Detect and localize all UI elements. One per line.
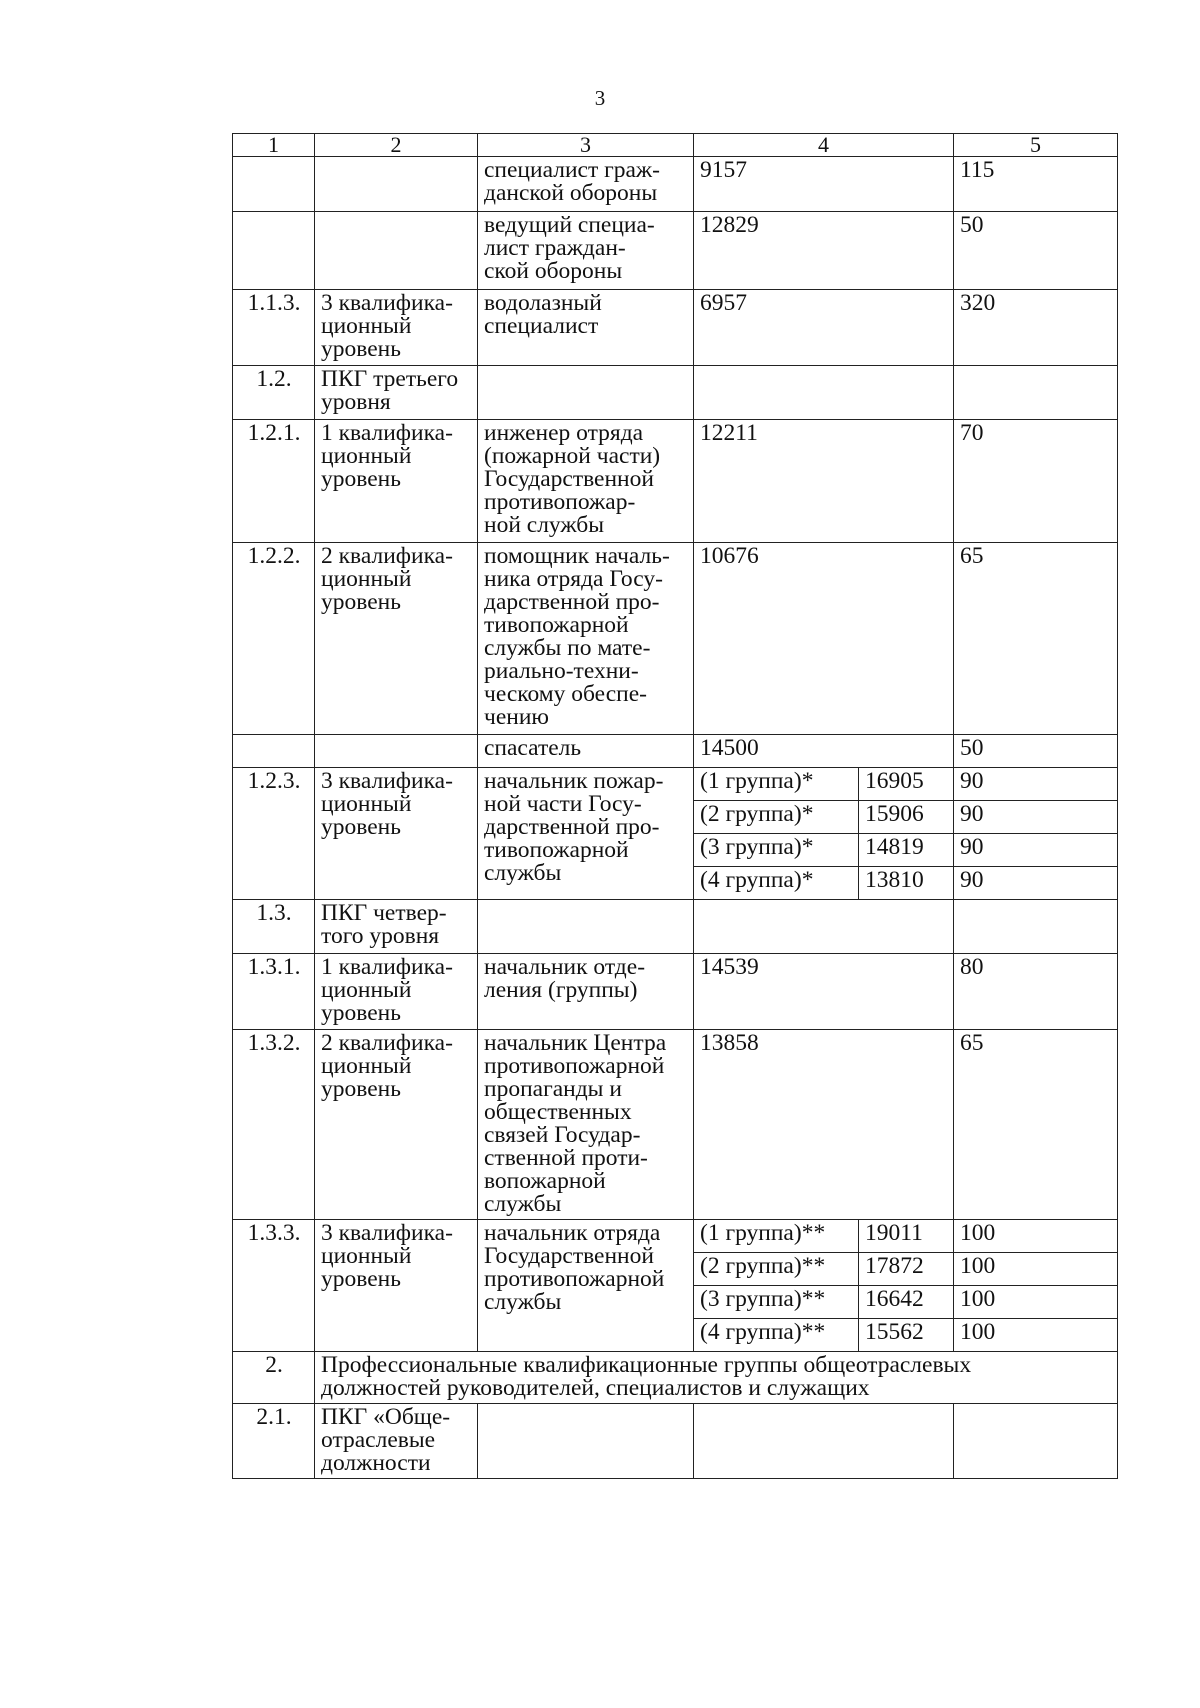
position-name: [478, 1404, 694, 1479]
qualification-group: ПКГ третьего уровня: [315, 366, 478, 420]
subgroup-label: (2 группа)**: [694, 1253, 859, 1286]
salary-value: 16905: [859, 768, 954, 801]
subgroup-label: (4 группа)*: [694, 867, 859, 900]
salary-value: [694, 366, 954, 420]
qualification-group: 1 квалифика- ционный уровень: [315, 420, 478, 543]
row-number: [233, 212, 315, 290]
table-row: [233, 1404, 1118, 1479]
percent-value: 70: [954, 420, 1118, 543]
header-cell-2: 2: [315, 134, 478, 157]
table-row: [233, 1220, 1118, 1253]
row-number: 1.2.3.: [233, 768, 315, 900]
position-name: [478, 900, 694, 954]
table-row: [233, 543, 1118, 735]
percent-value: 90: [954, 867, 1118, 900]
salary-value: [694, 900, 954, 954]
header-cell-3: 3: [478, 134, 694, 157]
position-name: начальник пожар- ной части Госу- дарственной про- тивопожарной службы: [478, 768, 694, 900]
salary-value: 13810: [859, 867, 954, 900]
header-cell-5: 5: [954, 134, 1118, 157]
row-number: 1.3.1.: [233, 954, 315, 1030]
position-name: ведущий специа- лист граждан- ской обороны: [478, 212, 694, 290]
salary-value: 6957: [694, 290, 954, 366]
row-number: 1.2.2.: [233, 543, 315, 735]
table-row: [233, 212, 1118, 290]
row-number: 2.: [233, 1352, 315, 1404]
percent-value: [954, 1404, 1118, 1479]
qualification-group: ПКГ «Обще- отраслевые должности: [315, 1404, 478, 1479]
salary-value: 9157: [694, 157, 954, 212]
qualification-group: 1 квалифика- ционный уровень: [315, 954, 478, 1030]
percent-value: 100: [954, 1286, 1118, 1319]
salary-table-body: [233, 134, 1118, 1479]
percent-value: 320: [954, 290, 1118, 366]
percent-value: 100: [954, 1253, 1118, 1286]
qualification-group: 3 квалифика- ционный уровень: [315, 768, 478, 900]
row-number: 2.1.: [233, 1404, 315, 1479]
table-row: [233, 954, 1118, 1030]
subgroup-label: (4 группа)**: [694, 1319, 859, 1352]
percent-value: 50: [954, 735, 1118, 768]
salary-value: 15562: [859, 1319, 954, 1352]
percent-value: 90: [954, 801, 1118, 834]
section-title: Профессиональные квалификационные группы общеотраслевых должностей руководителей, специалистов и служащих: [315, 1352, 1118, 1404]
page-number: 3: [594, 86, 606, 110]
percent-value: [954, 900, 1118, 954]
qualification-group: [315, 212, 478, 290]
salary-value: 17872: [859, 1253, 954, 1286]
table-header-row: [233, 134, 1118, 157]
salary-value: 15906: [859, 801, 954, 834]
salary-value: 16642: [859, 1286, 954, 1319]
position-name: спасатель: [478, 735, 694, 768]
position-name: помощник началь- ника отряда Госу- дарственной про- тивопожарной службы по мате- риально-техни- ческому обеспе- чению: [478, 543, 694, 735]
position-name: специалист граж- данской обороны: [478, 157, 694, 212]
percent-value: 90: [954, 834, 1118, 867]
subgroup-label: (3 группа)**: [694, 1286, 859, 1319]
percent-value: 115: [954, 157, 1118, 212]
header-cell-4: 4: [694, 134, 954, 157]
position-name: водолазный специалист: [478, 290, 694, 366]
table-row: [233, 900, 1118, 954]
percent-value: 100: [954, 1220, 1118, 1253]
table-row: [233, 768, 1118, 801]
position-name: начальник отряда Государственной противопожарной службы: [478, 1220, 694, 1352]
salary-value: 14819: [859, 834, 954, 867]
qualification-group: 2 квалифика- ционный уровень: [315, 543, 478, 735]
qualification-group: [315, 157, 478, 212]
table-row: [233, 157, 1118, 212]
table-row: [233, 420, 1118, 543]
subgroup-label: (3 группа)*: [694, 834, 859, 867]
qualification-group: ПКГ четвер- того уровня: [315, 900, 478, 954]
salary-value: 13858: [694, 1030, 954, 1220]
salary-value: 14539: [694, 954, 954, 1030]
percent-value: 50: [954, 212, 1118, 290]
percent-value: 90: [954, 768, 1118, 801]
position-name: инженер отряда (пожарной части) Государственной противопожар- ной службы: [478, 420, 694, 543]
row-number: 1.3.3.: [233, 1220, 315, 1352]
table-section-row: [233, 1352, 1118, 1404]
table-row: [233, 290, 1118, 366]
salary-value: 12829: [694, 212, 954, 290]
percent-value: 100: [954, 1319, 1118, 1352]
salary-table: [232, 133, 1118, 1479]
subgroup-label: (2 группа)*: [694, 801, 859, 834]
salary-value: 19011: [859, 1220, 954, 1253]
row-number: 1.3.2.: [233, 1030, 315, 1220]
row-number: 1.1.3.: [233, 290, 315, 366]
position-name: начальник Центра противопожарной пропаганды и общественных связей Государ- ственной проти- вопожарной службы: [478, 1030, 694, 1220]
subgroup-label: (1 группа)**: [694, 1220, 859, 1253]
row-number: 1.2.: [233, 366, 315, 420]
table-row: [233, 1030, 1118, 1220]
percent-value: 65: [954, 543, 1118, 735]
salary-value: 12211: [694, 420, 954, 543]
qualification-group: 3 квалифика- ционный уровень: [315, 1220, 478, 1352]
qualification-group: 3 квалифика- ционный уровень: [315, 290, 478, 366]
qualification-group: 2 квалифика- ционный уровень: [315, 1030, 478, 1220]
qualification-group: [315, 735, 478, 768]
row-number: 1.3.: [233, 900, 315, 954]
row-number: [233, 735, 315, 768]
salary-value: [694, 1404, 954, 1479]
header-cell-1: 1: [233, 134, 315, 157]
salary-value: 14500: [694, 735, 954, 768]
table-row: [233, 366, 1118, 420]
percent-value: [954, 366, 1118, 420]
salary-value: 10676: [694, 543, 954, 735]
position-name: начальник отде- ления (группы): [478, 954, 694, 1030]
table-row: [233, 735, 1118, 768]
position-name: [478, 366, 694, 420]
row-number: [233, 157, 315, 212]
row-number: 1.2.1.: [233, 420, 315, 543]
subgroup-label: (1 группа)*: [694, 768, 859, 801]
percent-value: 65: [954, 1030, 1118, 1220]
percent-value: 80: [954, 954, 1118, 1030]
